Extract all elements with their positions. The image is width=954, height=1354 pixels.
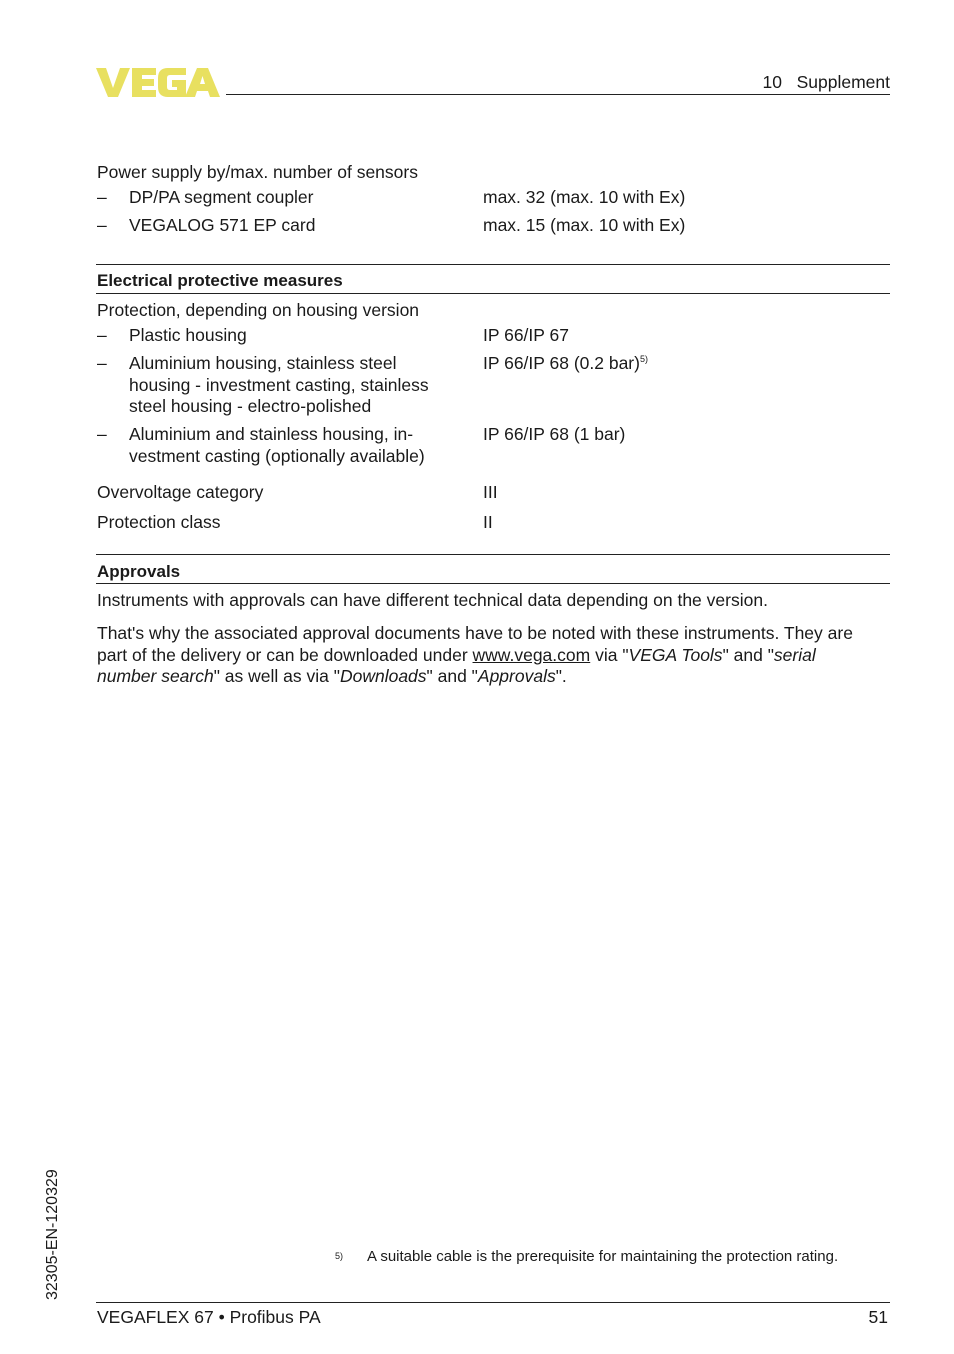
protection-class-value: II <box>483 512 493 532</box>
section-rule <box>96 554 890 555</box>
serial-term: serial <box>773 645 816 665</box>
protection-heading: Protection, depending on housing version <box>97 300 420 320</box>
vega-website-link[interactable]: www.vega.com <box>472 645 591 665</box>
text: " and " <box>426 666 478 686</box>
document-code: 32305-EN-120329 <box>44 1169 61 1300</box>
text: " and " <box>722 645 774 665</box>
section-rule <box>96 293 890 294</box>
downloads-term: Downloads <box>339 666 427 686</box>
footnote-reference: 5) <box>639 354 648 365</box>
row-label: Aluminium housing, stainless steel <box>129 353 397 373</box>
protection-class-label: Protection class <box>97 512 221 532</box>
section-heading-electrical: Electrical protective measures <box>97 271 343 290</box>
row-label: Aluminium and stainless housing, in- <box>129 424 414 444</box>
section-rule <box>96 583 890 584</box>
row-value: IP 66/IP 68 (1 bar) <box>483 424 626 444</box>
row-label: housing - investment casting, stainless <box>129 375 429 395</box>
row-label: VEGALOG 571 EP card <box>129 215 316 235</box>
text: via " <box>590 645 629 665</box>
dash: – <box>97 353 107 373</box>
text: ". <box>555 666 567 686</box>
section-heading-approvals: Approvals <box>97 562 181 581</box>
row-label: Plastic housing <box>129 325 247 345</box>
dash: – <box>97 424 107 444</box>
header-rule <box>226 94 890 95</box>
dash: – <box>97 325 107 345</box>
dash: – <box>97 187 107 207</box>
approvals-term: Approvals <box>477 666 556 686</box>
serial-term: number search <box>97 666 214 686</box>
power-supply-heading: Power supply by/max. number of sensors <box>97 162 418 182</box>
footer-rule <box>96 1302 890 1303</box>
approvals-paragraph-1: Instruments with approvals can have different technical data depending on the version. <box>97 590 768 610</box>
text: " as well as via " <box>213 666 340 686</box>
page-number: 51 <box>868 1307 888 1327</box>
section-rule <box>96 264 890 265</box>
row-value <box>483 353 648 375</box>
approvals-paragraph-2-line-2 <box>97 645 816 667</box>
dash: – <box>97 215 107 235</box>
row-value-text: IP 66/IP 68 (0.2 bar) <box>483 353 640 373</box>
footer-product: VEGAFLEX 67 • Profibus PA <box>97 1307 321 1327</box>
row-value: max. 15 (max. 10 with Ex) <box>483 215 686 235</box>
text: part of the delivery or can be downloaded under <box>97 645 473 665</box>
row-label: steel housing - electro-polished <box>129 396 372 416</box>
row-value: max. 32 (max. 10 with Ex) <box>483 187 686 207</box>
vega-tools-term: VEGA Tools <box>628 645 723 665</box>
section-title: 10 Supplement <box>762 72 890 92</box>
approvals-paragraph-2-line-3 <box>97 666 567 688</box>
vega-logo <box>96 66 220 98</box>
row-label: vestment casting (optionally available) <box>129 446 425 466</box>
footnote-mark: 5) <box>335 1251 344 1261</box>
overvoltage-value: III <box>483 482 498 502</box>
footnote-text: A suitable cable is the prerequisite for maintaining the protection rating. <box>367 1248 839 1265</box>
row-value: IP 66/IP 67 <box>483 325 569 345</box>
overvoltage-label: Overvoltage category <box>97 482 264 502</box>
row-label: DP/PA segment coupler <box>129 187 314 207</box>
approvals-paragraph-2-line-1: That's why the associated approval documents have to be noted with these instruments. They are <box>97 623 853 643</box>
